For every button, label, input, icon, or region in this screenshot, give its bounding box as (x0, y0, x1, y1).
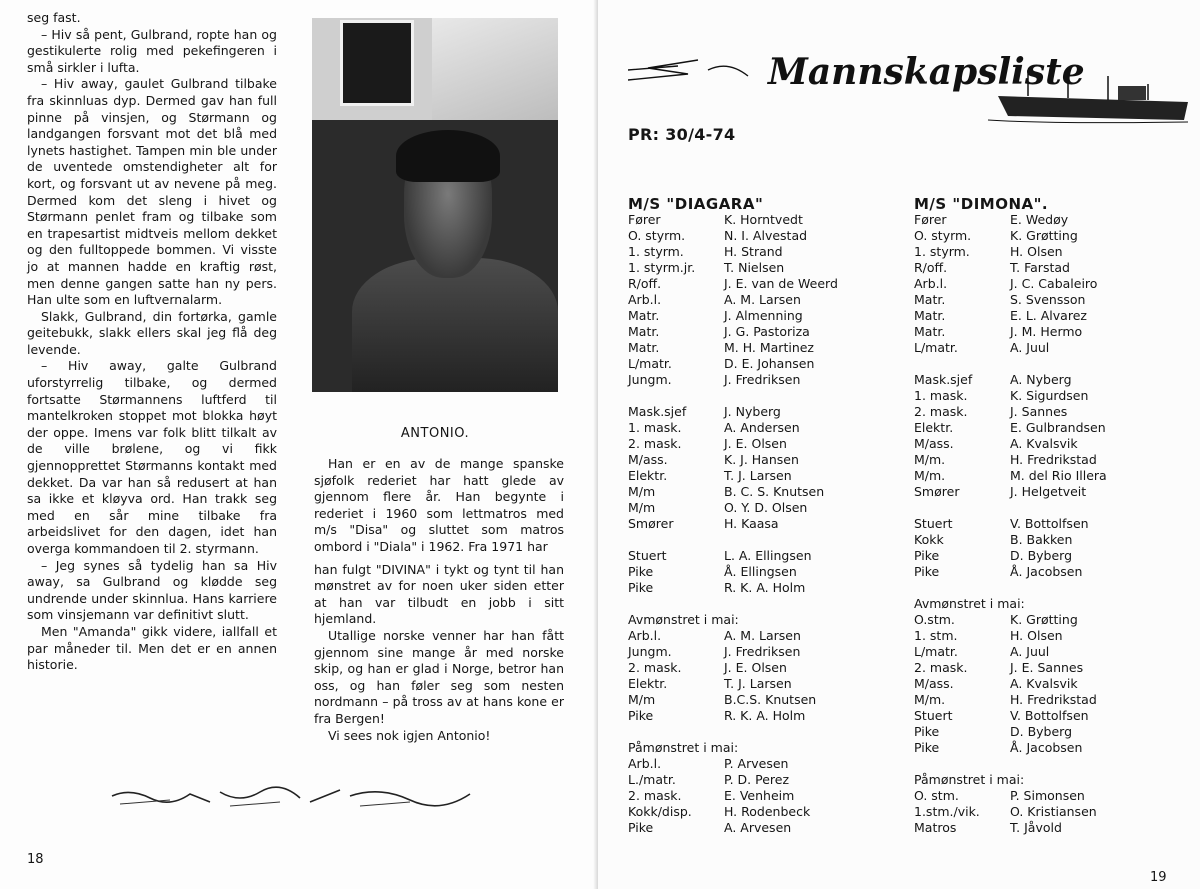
crew-row (628, 468, 908, 484)
crew-name: K. Horntvedt (724, 212, 803, 227)
crew-rank: L./matr. (628, 772, 676, 787)
crew-name: E. Venheim (724, 788, 795, 803)
crew-name: T. J. Larsen (724, 676, 792, 691)
crew-name: H. Fredrikstad (1010, 692, 1097, 707)
crew-row (628, 772, 908, 788)
crew-rank: Fører (914, 212, 947, 227)
crew-name: P. Simonsen (1010, 788, 1085, 803)
crew-row (628, 580, 908, 596)
crew-rank: L/matr. (914, 644, 958, 659)
crew-row (914, 260, 1194, 276)
crew-name: K. J. Hansen (724, 452, 799, 467)
crew-rank: O. stm. (914, 788, 959, 803)
crew-name: D. Byberg (1010, 724, 1073, 739)
crew-rank: Smører (628, 516, 674, 531)
crew-group (914, 772, 1194, 836)
photo-wall (432, 18, 558, 120)
title-text: Mannskapsliste (768, 51, 1085, 93)
crew-name: H. Rodenbeck (724, 804, 811, 819)
crew-name: J. M. Hermo (1010, 324, 1083, 339)
crew-rank: 2. mask. (628, 436, 682, 451)
mannskapsliste-title-art (628, 40, 1188, 130)
bio-column (314, 456, 564, 744)
crew-name: A. Juul (1010, 644, 1050, 659)
crew-row (914, 692, 1194, 708)
crew-name: E. L. Alvarez (1010, 308, 1087, 323)
crew-rank: Jungm. (628, 644, 672, 659)
crew-name: J. Almenning (724, 308, 803, 323)
crew-rank: R/off. (628, 276, 662, 291)
crew-name: D. E. Johansen (724, 356, 815, 371)
crew-name: J. G. Pastoriza (724, 324, 810, 339)
crew-row (914, 804, 1194, 820)
crew-rank: M/m. (914, 452, 946, 467)
crew-rank: Pike (628, 564, 654, 579)
story-column (27, 10, 277, 674)
crew-row (628, 356, 908, 372)
crew-row (914, 292, 1194, 308)
crew-rank: Stuert (914, 708, 953, 723)
crew-name: M. H. Martinez (724, 340, 814, 355)
crew-row (914, 660, 1194, 676)
crew-name: D. Byberg (1010, 548, 1073, 563)
ship-name: M/S "DIMONA". (914, 195, 1049, 213)
crew-row (914, 676, 1194, 692)
crew-name: J. Nyberg (724, 404, 781, 419)
crew-name: Å. Jacobsen (1010, 740, 1083, 755)
crew-name: E. Gulbrandsen (1010, 420, 1106, 435)
crew-name: V. Bottolfsen (1010, 708, 1089, 723)
crew-row (914, 484, 1194, 500)
crew-name: R. K. A. Holm (724, 708, 806, 723)
crew-rank: Stuert (914, 516, 953, 531)
bio-paragraph: Vi sees nok igjen Antonio! (328, 727, 491, 743)
crew-row (628, 308, 908, 324)
crew-rank: Arb.l. (628, 628, 662, 643)
crew-rank: M/m. (914, 468, 946, 483)
crew-row (628, 292, 908, 308)
diagara-crew-list (628, 196, 908, 836)
crew-name: K. Grøtting (1010, 228, 1078, 243)
crew-row (914, 516, 1194, 532)
crew-row (628, 500, 908, 516)
crew-row (628, 420, 908, 436)
crew-row (914, 212, 1194, 228)
story-paragraph: Men "Amanda" gikk videre, iallfall et par måneder til. Men det er en annen historie. (27, 623, 277, 673)
bio-paragraph: Utallige norske venner har han fått gjennom sine mange år med norske skip, og han er glad i Norge, betror han oss, og han føler seg som nesten nordmann – på tross av at hans kone er fra Bergen! (314, 627, 564, 726)
crew-row (914, 388, 1194, 404)
crew-rank: Pike (914, 564, 940, 579)
crew-name: A. Juul (1010, 340, 1050, 355)
crew-row (628, 452, 908, 468)
crew-row (628, 404, 908, 420)
crew-name: M. del Rio Illera (1010, 468, 1107, 483)
crew-name: Å. Ellingsen (724, 564, 797, 579)
crew-row (628, 372, 908, 388)
story-paragraph: – Jeg synes så tydelig han sa Hiv away, sa Gulbrand og kløddе seg undrende under skinnlua. Hans karriere som vinsjemann var definitivt slutt. (27, 557, 277, 623)
crew-rank: Mask.sjef (914, 372, 973, 387)
pr-date: PR: 30/4-74 (628, 125, 736, 144)
crew-name: A. M. Larsen (724, 292, 801, 307)
page-number-right: 19 (1150, 870, 1167, 885)
story-paragraph: seg fast. (27, 10, 81, 25)
photo-porthole (340, 20, 414, 106)
crew-rank: Arb.l. (628, 756, 662, 771)
crew-name: P. Arvesen (724, 756, 789, 771)
crew-rank: M/ass. (914, 436, 954, 451)
story-paragraph: Slakk, Gulbrand, din fortørka, gamle geitebukk, slakk ellers skal jeg flå deg levende. (27, 308, 277, 357)
crew-name: J. C. Cabaleiro (1010, 276, 1098, 291)
crew-rank: Pike (914, 724, 940, 739)
crew-group (914, 596, 1194, 756)
crew-row (628, 484, 908, 500)
antonio-photo (312, 18, 558, 392)
crew-row (914, 308, 1194, 324)
crew-rank: M/m (628, 500, 656, 515)
crew-rank: Pike (628, 580, 654, 595)
crew-rank: 1. styrm. (914, 244, 970, 259)
crew-row (914, 820, 1194, 836)
crew-rank: 2. mask. (914, 404, 968, 419)
crew-row (914, 644, 1194, 660)
crew-rank: Elektr. (914, 420, 954, 435)
crew-name: A. Kvalsvik (1010, 436, 1078, 451)
crew-row (628, 244, 908, 260)
crew-rank: Matr. (628, 340, 660, 355)
crew-row (914, 244, 1194, 260)
crew-rank: 1.stm./vik. (914, 804, 980, 819)
crew-rank: Smører (914, 484, 960, 499)
ship-name: M/S "DIAGARA" (628, 195, 764, 213)
right-page (598, 0, 1200, 889)
crew-name: J. Fredriksen (724, 644, 801, 659)
crew-row (914, 740, 1194, 756)
crew-rank: L/matr. (914, 340, 958, 355)
crew-group (914, 372, 1194, 500)
crew-name: J. E. Olsen (724, 436, 787, 451)
crew-rank: Matr. (914, 308, 946, 323)
crew-rank: O.stm. (914, 612, 955, 627)
crew-name: K. Grøtting (1010, 612, 1078, 627)
crew-rank: Kokk/disp. (628, 804, 692, 819)
crew-row (628, 548, 908, 564)
crew-group-heading: Avmønstret i mai: (628, 612, 739, 627)
crew-name: J. E. van de Weerd (724, 276, 838, 291)
crew-row (628, 788, 908, 804)
crew-name: A. Arvesen (724, 820, 792, 835)
crew-group-heading: Avmønstret i mai: (914, 596, 1025, 611)
crew-rank: Arb.l. (628, 292, 662, 307)
crew-row (628, 228, 908, 244)
crew-rank: 1. mask. (914, 388, 968, 403)
crew-name: T. Nielsen (724, 260, 785, 275)
crew-row (628, 516, 908, 532)
crew-name: B. Bakken (1010, 532, 1073, 547)
crew-name: B. C. S. Knutsen (724, 484, 825, 499)
crew-rank: Pike (914, 740, 940, 755)
crew-rank: 1. stm. (914, 628, 958, 643)
crew-row (628, 436, 908, 452)
crew-name: T. Jåvold (1010, 820, 1062, 835)
crew-row (628, 628, 908, 644)
crew-row (914, 276, 1194, 292)
crew-name: L. A. Ellingsen (724, 548, 812, 563)
crew-row (628, 708, 908, 724)
crew-row (914, 532, 1194, 548)
crew-rank: Jungm. (628, 372, 672, 387)
story-paragraph: – Hiv så pent, Gulbrand, ropte han og gestikulerte rolig med pekefingeren i små sirkler i lufta. (27, 26, 277, 75)
crew-rank: M/m (628, 692, 656, 707)
crew-rank: Kokk (914, 532, 944, 547)
crew-rank: Matr. (628, 308, 660, 323)
crew-rank: M/ass. (914, 676, 954, 691)
crew-rank: M/ass. (628, 452, 668, 467)
decorative-squiggle-icon (110, 782, 480, 812)
crew-name: H. Olsen (1010, 628, 1063, 643)
crew-row (914, 708, 1194, 724)
crew-group (628, 548, 908, 596)
crew-name: V. Bottolfsen (1010, 516, 1089, 531)
crew-name: T. Farstad (1010, 260, 1070, 275)
crew-rank: 1. styrm.jr. (628, 260, 696, 275)
crew-row (914, 420, 1194, 436)
photo-caption: ANTONIO. (400, 426, 470, 441)
crew-rank: Stuert (628, 548, 667, 563)
crew-group (914, 212, 1194, 356)
story-paragraph: – Hiv away, galte Gulbrand uforstyrrelig tilbake, og dermed fortsatte Størmannens luftferd til mantelkroken stoppet mot blokka høyt der oppe. Imens var folk blitt tilkalt av de ville brølene, og vi fikk gjennopprettet Størmanns kontakt med dekket. Da var han så redusert at han sa ikke et kløyva ord. Han trakk seg med en sår mine tilbake fra arbeidslivet for den dagen, idet han overga kommandoen til 2. styrmann. (27, 358, 277, 556)
crew-name: P. D. Perez (724, 772, 790, 787)
crew-name: J. Helgetveit (1010, 484, 1087, 499)
crew-rank: Elektr. (628, 468, 668, 483)
crew-rank: M/m. (914, 692, 946, 707)
crew-row (914, 564, 1194, 580)
crew-row (914, 404, 1194, 420)
crew-group-heading: Påmønstret i mai: (914, 772, 1025, 787)
crew-rank: O. styrm. (628, 228, 686, 243)
crew-row (628, 804, 908, 820)
crew-row (628, 340, 908, 356)
bio-paragraph: han fulgt "DIVINA" i tykt og tynt til han mønstret av for noen uker siden etter at han var tilbudt en jobb i sitt hjemland. (314, 561, 564, 627)
crew-name: E. Wedøy (1010, 212, 1069, 227)
photo-cap (396, 130, 500, 182)
crew-name: O. Y. D. Olsen (724, 500, 808, 515)
crew-rank: Pike (914, 548, 940, 563)
crew-rank: 1. mask. (628, 420, 682, 435)
crew-rank: Pike (628, 708, 654, 723)
crew-name: A. Andersen (724, 420, 800, 435)
crew-name: K. Sigurdsen (1010, 388, 1089, 403)
crew-row (914, 436, 1194, 452)
crew-row (628, 212, 908, 228)
crew-row (628, 564, 908, 580)
crew-name: H. Olsen (1010, 244, 1063, 259)
crew-rank: R/off. (914, 260, 948, 275)
crew-row (628, 276, 908, 292)
crew-rank: Matr. (914, 292, 946, 307)
crew-row (628, 324, 908, 340)
crew-name: R. K. A. Holm (724, 580, 806, 595)
crew-row (628, 676, 908, 692)
photo-jacket (352, 258, 558, 392)
crew-row (914, 324, 1194, 340)
crew-group (628, 404, 908, 532)
left-page (0, 0, 598, 889)
crew-group (628, 212, 908, 388)
crew-group (914, 516, 1194, 580)
crew-row (914, 612, 1194, 628)
crew-group (628, 612, 908, 724)
crew-rank: M/m (628, 484, 656, 499)
crew-row (628, 644, 908, 660)
crew-row (914, 372, 1194, 388)
crew-row (914, 548, 1194, 564)
crew-name: H. Strand (724, 244, 783, 259)
crew-name: N. I. Alvestad (724, 228, 808, 243)
crew-rank: O. styrm. (914, 228, 972, 243)
crew-row (628, 756, 908, 772)
crew-rank: Pike (628, 820, 654, 835)
story-paragraph: – Hiv away, gaulet Gulbrand tilbake fra skinnluas dyp. Dermed gav han full pinne på vinsjen, og Størmann og landgangen forsvant mot det blå med lynets hastighet. Tampen min ble under de uventede omstendigheter alt for kort, og forsvant ut av nevene på meg. Dermed kom det sleng i hivet og Størmann penlet fram og tilbake som en trapesartist midtveis mellom dekket og den fulltoppede bommen. Vi visste jo at mannen hadde en kraftig røst, men denne gangen satte han ny pers. Han ulte som en luftvernalarm. (27, 76, 277, 308)
crew-row (628, 260, 908, 276)
crew-name: Å. Jacobsen (1010, 564, 1083, 579)
crew-rank: 2. mask. (628, 788, 682, 803)
crew-row (628, 692, 908, 708)
crew-rank: 2. mask. (628, 660, 682, 675)
crew-row (628, 660, 908, 676)
crew-rank: Matros (914, 820, 957, 835)
crew-name: J. Sannes (1010, 404, 1068, 419)
crew-name: S. Svensson (1010, 292, 1086, 307)
crew-row (914, 452, 1194, 468)
crew-name: J. E. Olsen (724, 660, 787, 675)
crew-rank: Matr. (914, 324, 946, 339)
crew-group-heading: Påmønstret i mai: (628, 740, 739, 755)
crew-rank: 1. styrm. (628, 244, 684, 259)
crew-name: J. Fredriksen (724, 372, 801, 387)
crew-name: T. J. Larsen (724, 468, 792, 483)
bio-paragraph: Han er en av de mange spanske sjøfolk rederiet har hatt glede av gjennom flere år. Han begynte i rederiet i 1960 som lettmatros med m/s "Disa" og sluttet som matros ombord i "Diala" i 1962. Fra 1971 har (314, 456, 564, 554)
crew-rank: Matr. (628, 324, 660, 339)
crew-rank: L/matr. (628, 356, 672, 371)
crew-row (628, 820, 908, 836)
crew-name: H. Kaasa (724, 516, 779, 531)
crew-row (914, 628, 1194, 644)
crew-name: J. E. Sannes (1010, 660, 1084, 675)
crew-name: A. Nyberg (1010, 372, 1072, 387)
crew-row (914, 228, 1194, 244)
dimona-crew-list (914, 196, 1194, 836)
crew-rank: Elektr. (628, 676, 668, 691)
crew-row (914, 468, 1194, 484)
crew-rank: Mask.sjef (628, 404, 687, 419)
page-number-left: 18 (27, 852, 44, 867)
crew-rank: Arb.l. (914, 276, 948, 291)
crew-row (914, 788, 1194, 804)
crew-name: A. M. Larsen (724, 628, 801, 643)
crew-name: O. Kristiansen (1010, 804, 1097, 819)
crew-name: A. Kvalsvik (1010, 676, 1078, 691)
crew-row (914, 340, 1194, 356)
crew-rank: Fører (628, 212, 661, 227)
crew-row (914, 724, 1194, 740)
crew-name: B.C.S. Knutsen (724, 692, 817, 707)
crew-group (628, 740, 908, 836)
crew-rank: 2. mask. (914, 660, 968, 675)
crew-name: H. Fredrikstad (1010, 452, 1097, 467)
